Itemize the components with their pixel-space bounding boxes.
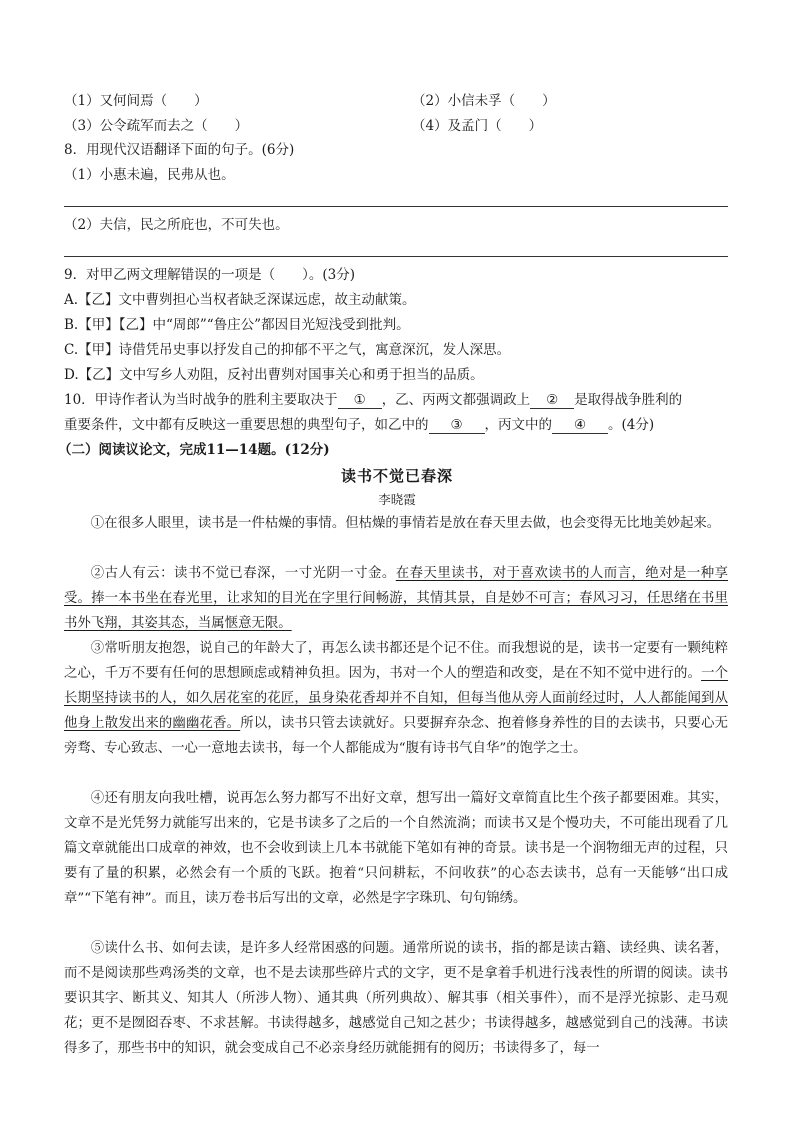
q8-sentence-2: （2）夫信，民之所庇也，不可失也。 [64,217,289,233]
p3-underlined-sentence: 一个长期坚持读书的人，如久居花室的花匠，虽身染花香却并不自知，但每当他从旁人面前经过时，人人都能闻到从他身上散发出来的幽幽花香。 [64,666,729,731]
article-paragraph-3 [64,636,728,761]
article-paragraph-4: ④还有朋友向我吐槽，说再怎么努力都写不出好文章，想写出一篇好文章简直比生个孩子都要困难。其实，文章不是光凭努力就能写出来的，它是书读多了之后的一个自然流淌；而读书又是个慢功夫，不可能出现看了几篇文章就能出口成章的神效，也不会收到读上几本书就能下笔如有神的奇景。读书是一个润物细无声的过程，只要有了量的积累，必然会有一个质的飞跃。抱着“只问耕耘，不问收获”的心态去读书，总有一天能够“出口成章”“下笔有神”。而且，读万卷书后写出的文章，必然是字字珠玑、句句锦绣。 [64,791,728,906]
article-paragraph-2 [64,561,728,636]
p3-text-2: 所以，读书只管去读就好。只要摒弃杂念、抱着修身养性的目的去读书，只要心无旁骛、专心致志、一心一意地去读书，每一个人都能成为“腹有诗书气自华”的饱学之士。 [64,716,729,756]
q10-text-5: ，丙文中的 [484,417,552,433]
q9-stem: 9．对甲乙两文理解错误的一项是（ ）。(3分) [64,267,355,283]
q10-text-2: ，乙、丙两文都强调政上 [381,392,531,408]
q10-text-4: 重要条件，文中都有反映这一重要思想的典型句子，如乙中的 [64,417,429,433]
q8-stem: 8．用现代汉语翻译下面的句子。(6分) [64,142,295,158]
q7-item-1: （1）又何间焉（ ） [64,93,208,109]
q9-option-a: A.【乙】文中曹刿担心当权者缺乏深谋远虑，故主动献策。 [64,292,416,308]
q9-option-c: C.【甲】诗借凭吊史事以抒发自己的抑郁不平之气，寓意深沉，发人深思。 [64,342,511,358]
article-author: 李晓霞 [378,492,416,507]
q10-blank-2[interactable]: ② [530,393,574,409]
p3-text-1: ③常听朋友抱怨，说自己的年龄大了，再怎么读书都还是个记不住。而我想说的是，读书一定要有一颗纯粹之心，千万不要有任何的思想顾虑或精神负担。因为，书对一个人的塑造和改变，是在不知不觉中进行的。 [64,641,728,681]
q9-option-b: B.【甲】【乙】中“周郎”“鲁庄公”都因目光短浅受到批判。 [64,317,410,333]
p2-underlined-sentence: 在春天里读书，对于喜欢读书的人而言，绝对是一种享受。捧一本书坐在春光里，让求知的目光在字里行间畅游，其情其景，自是妙不可言；春风习习，任思绪在书里书外飞翔，其姿其态，当属惬意无限。 [64,566,729,631]
q10-text-3: 是取得战争胜利的 [574,392,683,408]
q10-blank-1[interactable]: ① [338,393,382,409]
q8-sentence-1: （1）小惠未遍，民弗从也。 [64,167,235,183]
q10-blank-3[interactable]: ③ [429,418,485,434]
article-title: 读书不觉已春深 [340,467,453,485]
q9-option-d: D.【乙】文中写乡人劝阻，反衬出曹刿对国事关心和勇于担当的品质。 [64,367,484,383]
q10-blank-4[interactable]: ④ [552,418,608,434]
p2-text: ②古人有云：读书不觉已春深，一寸光阴一寸金。 [90,566,396,581]
q8-answer-line-2[interactable] [64,256,728,257]
q7-item-4: （4）及孟门（ ） [412,118,543,134]
article-paragraph-1: ①在很多人眼里，读书是一件枯燥的事情。但枯燥的事情若是放在春天里去做，也会变得无比地美妙起来。 [90,516,721,531]
article-paragraph-5: ⑤读什么书、如何去读，是许多人经常困惑的问题。通常所说的读书，指的都是读古籍、读经典、读名著，而不是阅读那些鸡汤类的文章，也不是去读那些碎片式的文字，更不是拿着手机进行浅表性的所谓的阅读。读书要识其字、断其义、知其人（所涉人物）、通其典（所列典故）、解其事（相关事件），而不是浮光掠影、走马观花；更不是囫囵吞枣、不求甚解。书读得越多，越感觉自己知之甚少；书读得越多，越感觉到自己的浅薄。书读得多了，那些书中的知识，就会变成自己不必亲身经历就能拥有的阅历；书读得多了，每一 [64,941,728,1056]
q10-line-2 [64,416,654,434]
q10-line-1 [64,391,682,409]
q8-answer-line-1[interactable] [64,206,728,207]
q10-text-1: 10．甲诗作者认为当时战争的胜利主要取决于 [64,392,338,408]
q10-text-6: 。(4分) [608,417,655,433]
q7-row-2 [64,117,543,135]
section-2-heading: （二）阅读议论文，完成11—14题。(12分) [58,442,330,458]
q7-item-2: （2）小信未孚（ ） [412,93,556,109]
q7-row-1 [64,92,556,110]
q7-item-3: （3）公令疏军而去之（ ） [64,118,249,134]
